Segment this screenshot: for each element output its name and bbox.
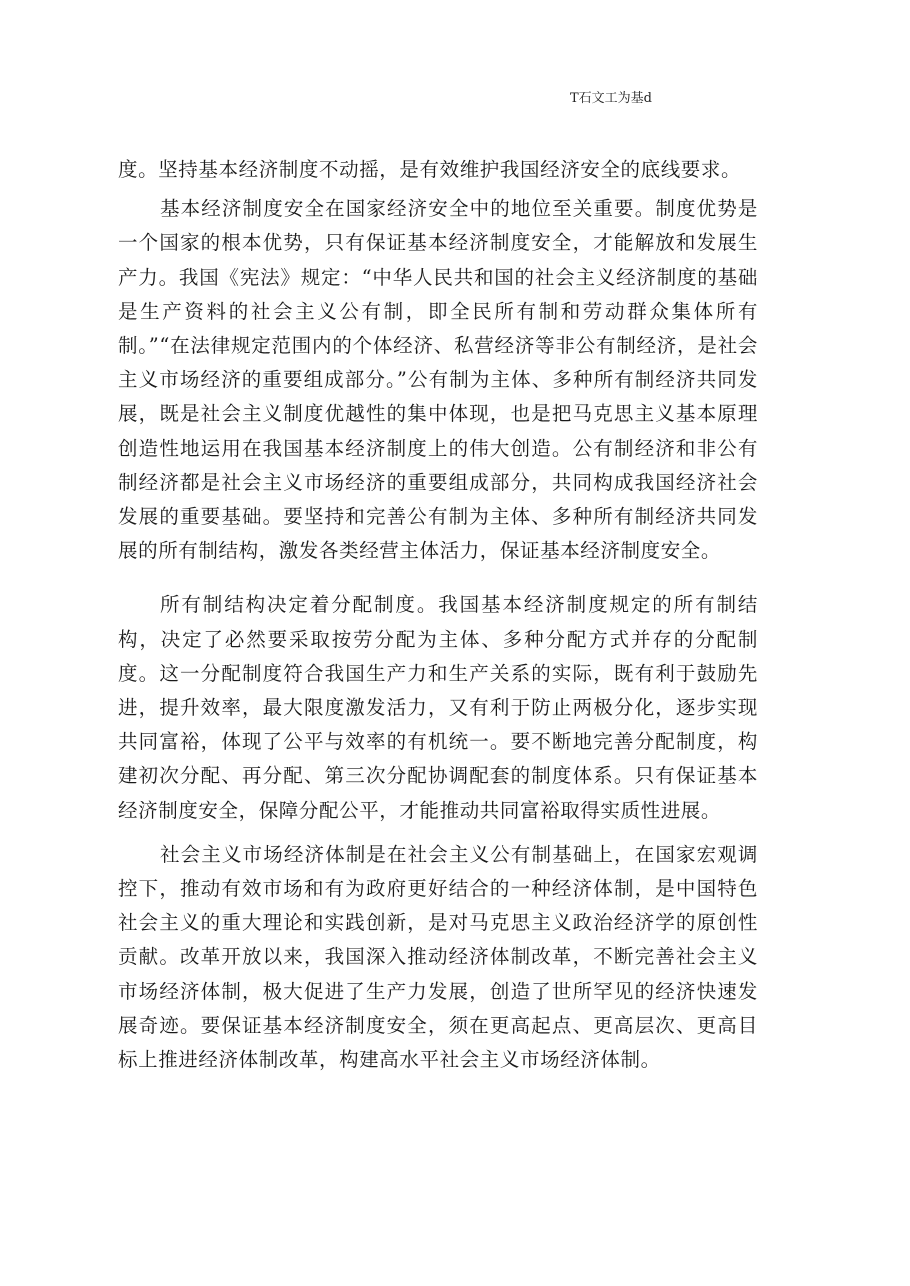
document-body — [118, 153, 758, 1077]
paragraph-market-economy: 社会主义市场经济体制是在社会主义公有制基础上，在国家宏观调控下，推动有效市场和有为政府更好结合的一种经济体制，是中国特色社会主义的重大理论和实践创新，是对马克思主义政治经济学的原创性贡献。改革开放以来，我国深入推动经济体制改革，不断完善社会主义市场经济体制，极大促进了生产力发展，创造了世所罕见的经济快速发展奇迹。要保证基本经济制度安全，须在更高起点、更高层次、更高目标上推进经济体制改革，构建高水平社会主义市场经济体制。 — [118, 842, 758, 1072]
paragraph-continuation: 度。坚持基本经济制度不动摇，是有效维护我国经济安全的底线要求。 — [118, 158, 742, 181]
paragraph-basic-economic-system: 基本经济制度安全在国家经济安全中的地位至关重要。制度优势是一个国家的根本优势，只有保证基本经济制度安全，才能解放和发展生产力。我国《宪法》规定：“中华人民共和国的社会主义经济制度的基础是生产资料的社会主义公有制，即全民所有制和劳动群众集体所有制。”“在法律规定范围内的个体经济、私营经济等非公有制经济，是社会主义市场经济的重要组成部分。”公有制为主体、多种所有制经济共同发展，既是社会主义制度优越性的集中体现，也是把马克思主义基本原理创造性地运用在我国基本经济制度上的伟大创造。公有制经济和非公有制经济都是社会主义市场经济的重要组成部分，共同构成我国经济社会发展的重要基础。要坚持和完善公有制为主体、多种所有制经济共同发展的所有制结构，激发各类经营主体活力，保证基本经济制度安全。 — [118, 197, 758, 563]
header-mark: T石文工为基d — [570, 91, 652, 106]
paragraph-distribution-system: 所有制结构决定着分配制度。我国基本经济制度规定的所有制结构，决定了必然要采取按劳分配为主体、多种分配方式并存的分配制度。这一分配制度符合我国生产力和生产关系的实际，既有利于鼓励先进，提升效率，最大限度激发活力，又有利于防止两极分化，逐步实现共同富裕，体现了公平与效率的有机统一。要不断地完善分配制度，构建初次分配、再分配、第三次分配协调配套的制度体系。只有保证基本经济制度安全，保障分配公平，才能推动共同富裕取得实质性进展。 — [118, 593, 758, 822]
